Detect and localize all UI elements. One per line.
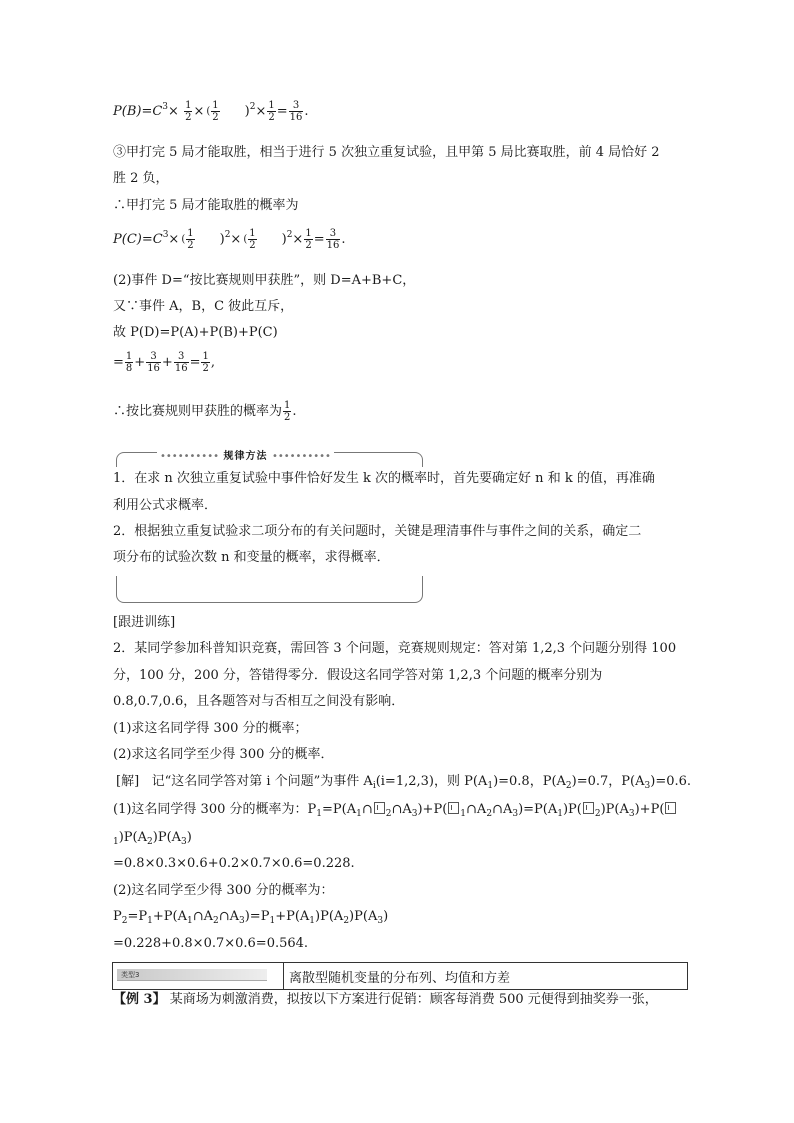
question-part-2: (2)求这名同学至少得 300 分的概率． bbox=[113, 747, 334, 762]
section-divider bbox=[283, 963, 284, 989]
sum-fractions: = $\frac{1}{8}$ + $\frac{3}{16}$ + $\frac{3}{16}$ = $\frac{1}{2}$ , bbox=[113, 351, 215, 374]
question-line-2: 分，100 分，200 分，答错得零分．假设这名同学答对第 1,2,3 个问题的概率分别为 bbox=[113, 668, 603, 683]
method-p2-cont: 项分布的试验次数 n 和变量的概率，求得概率． bbox=[113, 550, 390, 565]
solution-part-2-calc: =0.228+0.8×0.7×0.6=0.564. bbox=[113, 936, 309, 951]
pc-sup: 3 bbox=[162, 230, 169, 240]
method-p2: 2．根据独立重复试验求二项分布的有关问题时，关键是理清事件与事件之间的关系，确定二 bbox=[113, 524, 642, 539]
example-label: 【例 3】 bbox=[113, 992, 166, 1007]
solution-label: [解] bbox=[116, 774, 140, 789]
fraction-one-eighth: $\frac{1}{8}$ bbox=[125, 351, 133, 374]
example-3 bbox=[113, 991, 658, 1009]
section-title: 离散型随机变量的分布列、均值和方差 bbox=[289, 971, 511, 986]
equals: = bbox=[276, 104, 288, 119]
solution-intro: [解] 记“这名同学答对第 i 个问题”为事件 $A_i(i=1,2,3)$，则 $P(A_1)=0.8$，$P(A_2)=0.7$，$P(A_3)=0.6$. bbox=[116, 774, 692, 791]
method-box-title: •••••••••• 规律方法 •••••••••• bbox=[157, 447, 334, 462]
times: × bbox=[193, 104, 205, 119]
fraction-half: $\frac{1}{2}$ bbox=[268, 100, 275, 123]
question-line-1: 2．某同学参加科普知识竞赛，需回答 3 个问题，竞赛规则规定：答对第 1,2,3 个问题分别得 100 bbox=[113, 641, 677, 656]
item3-continuation: 胜 2 负， bbox=[113, 171, 169, 186]
section-tag: 类型3 bbox=[117, 969, 267, 981]
section-header bbox=[112, 962, 688, 990]
pb-lhs: P(B)=C bbox=[113, 104, 163, 119]
therefore-pc: ∴甲打完 5 局才能取胜的概率为 bbox=[113, 198, 299, 213]
solution-part-1: (1)这名同学得 300 分的概率为：$P_1=P(A_1\cap$ $_2\cap A_3)+P$( $_1\cap A_2\cap A_3)=P(A_1)P$( $_2)P(A_3)+P$( bbox=[113, 801, 677, 823]
method-p1: 1．在求 n 次独立重复试验中事件恰好发生 k 次的概率时，首先要确定好 n 和 k 的值，再准确 bbox=[113, 471, 655, 486]
solution-part-1-calc: =0.8×0.3×0.6+0.2×0.7×0.6=0.228. bbox=[113, 856, 355, 871]
item3-line: ③甲打完 5 局才能取胜，相当于进行 5 次独立重复试验，且甲第 5 局比赛取胜，前 4 局恰好 2 bbox=[113, 145, 660, 160]
fraction-three-sixteenths: $\frac{3}{16}$ bbox=[289, 100, 303, 123]
pc-formula: $P(C)=C^3\times$ ( $\frac{1}{2}$ )$^2$× ( $\frac{1}{2}$ )$^2$× $\frac{1}{2}$ = $\frac{3}{16}$ . bbox=[113, 228, 346, 251]
solution-part-2: (2)这名同学至少得 300 分的概率为： bbox=[113, 883, 334, 898]
method-p1-cont: 利用公式求概率． bbox=[113, 498, 218, 513]
pb-sup: 3 bbox=[162, 102, 169, 112]
period: . bbox=[304, 104, 309, 119]
paren-fraction: ( $\frac{1}{2}$ bbox=[206, 100, 219, 123]
complement-glyph bbox=[665, 802, 676, 814]
method-box-bottom-border bbox=[116, 576, 423, 603]
part2-event-d: (2)事件 D=“按比赛规则甲获胜”，则 D=A+B+C， bbox=[113, 273, 416, 288]
complement-glyph bbox=[448, 802, 459, 814]
solution-part-2-formula: $P_2=P_1+P(A_1\cap A_2\cap A_3)=P_1+P(A_1)P(A_2)P(A_3)$ bbox=[113, 909, 389, 926]
square-sup: 2 bbox=[249, 102, 256, 112]
times: × bbox=[255, 104, 267, 119]
complement-glyph bbox=[374, 802, 385, 814]
example-text: 某商场为刺激消费，拟按以下方案进行促销：顾客每消费 500 元便得到抽奖券一张， bbox=[165, 992, 658, 1007]
question-line-3: 0.8,0.7,0.6，且各题答对与否相互之间没有影响． bbox=[113, 694, 405, 709]
fraction-half: $\frac{1}{2}$ bbox=[185, 100, 192, 123]
mutually-exclusive: 又∵事件 A，B，C 彼此互斥， bbox=[113, 299, 294, 314]
solution-part-1-cont: $_1)P(A_2)P(A_3)$ bbox=[113, 830, 192, 847]
pc-lhs: P(C)=C bbox=[113, 232, 163, 247]
probability-sum: 故 P(D)=P(A)+P(B)+P(C) bbox=[113, 325, 278, 340]
therefore-pd: ∴按比赛规则甲获胜的概率为 $\frac{1}{2}$ . bbox=[113, 400, 297, 423]
question-part-1: (1)求这名同学得 300 分的概率； bbox=[113, 721, 308, 736]
method-box-top-border bbox=[116, 452, 423, 467]
training-label: [跟进训练] bbox=[113, 615, 176, 630]
times: × bbox=[168, 104, 179, 119]
pb-formula: $P(B)=C^3\times$ $\frac{1}{2}$ × ( $\frac{1}{2}$ )$^2$× $\frac{1}{2}$ = $\frac{3}{16}$ . bbox=[113, 100, 309, 123]
complement-glyph bbox=[583, 802, 594, 814]
